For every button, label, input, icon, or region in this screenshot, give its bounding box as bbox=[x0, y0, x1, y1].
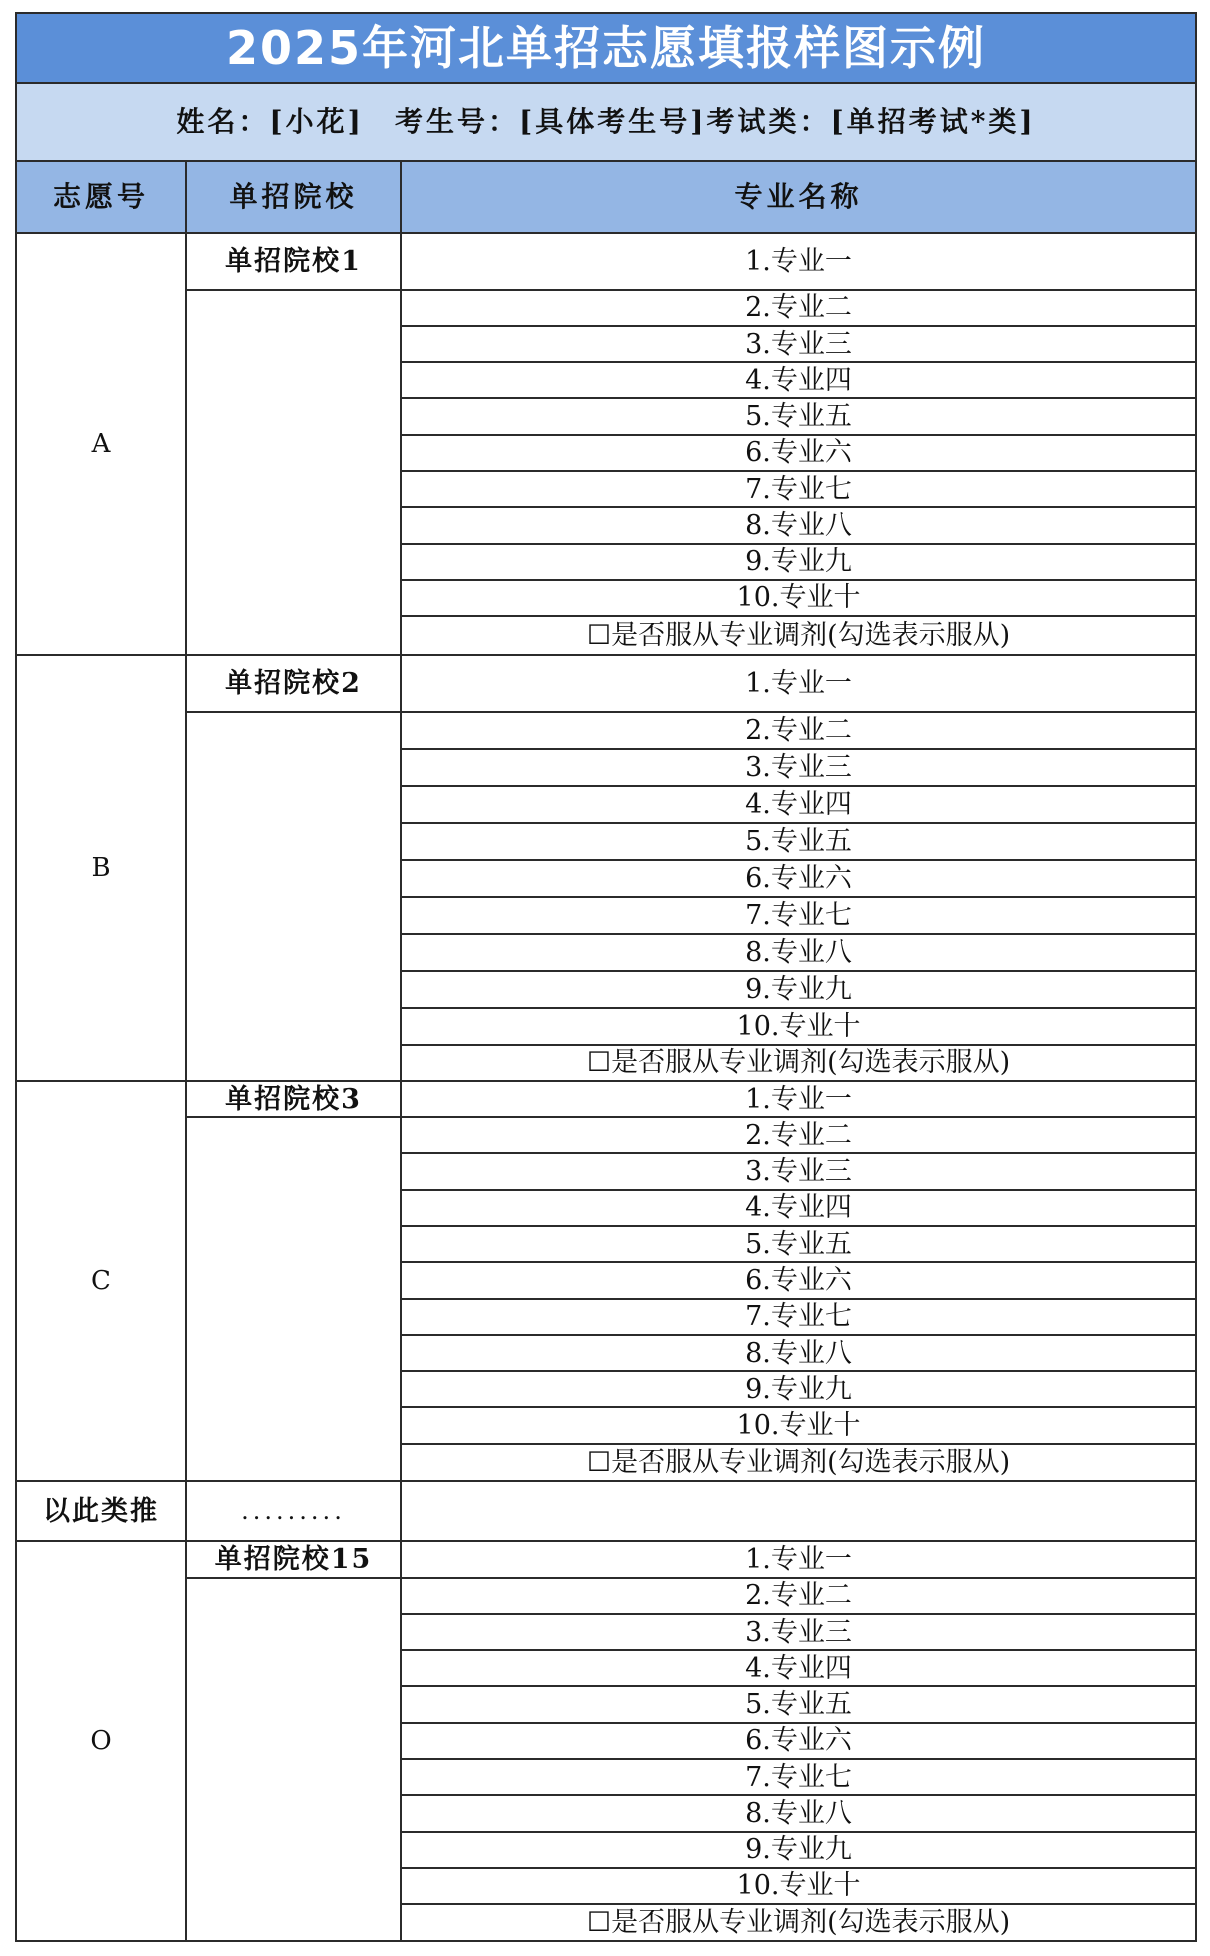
wish-group-row bbox=[16, 1541, 1196, 1577]
school-name-cell[interactable]: 单招院校3 bbox=[186, 1081, 401, 1117]
major-cell[interactable]: 1.专业一 bbox=[401, 655, 1196, 713]
major-cell[interactable]: 5.专业五 bbox=[401, 1226, 1196, 1262]
etc-empty-cell bbox=[401, 1481, 1196, 1541]
school-blank-cell bbox=[186, 290, 401, 655]
wish-id-cell: B bbox=[16, 655, 186, 1081]
wish-group-row bbox=[16, 712, 1196, 749]
adjustment-checkbox-cell[interactable]: ☐是否服从专业调剂(勾选表示服从) bbox=[401, 1904, 1196, 1941]
major-cell[interactable]: 6.专业六 bbox=[401, 1723, 1196, 1759]
major-cell[interactable]: 3.专业三 bbox=[401, 749, 1196, 786]
school-blank-cell bbox=[186, 1578, 401, 1941]
major-cell[interactable]: 4.专业四 bbox=[401, 1190, 1196, 1226]
major-cell[interactable]: 7.专业七 bbox=[401, 897, 1196, 934]
major-cell[interactable]: 2.专业二 bbox=[401, 290, 1196, 326]
name-label: 姓名： bbox=[176, 104, 270, 138]
major-cell[interactable]: 1.专业一 bbox=[401, 1081, 1196, 1117]
major-cell[interactable]: 10.专业十 bbox=[401, 580, 1196, 616]
school-blank-cell bbox=[186, 1117, 401, 1481]
header-school: 单招院校 bbox=[186, 161, 401, 234]
major-cell[interactable]: 2.专业二 bbox=[401, 1117, 1196, 1153]
major-cell[interactable]: 10.专业十 bbox=[401, 1868, 1196, 1904]
major-cell[interactable]: 7.专业七 bbox=[401, 1299, 1196, 1335]
major-cell[interactable]: 3.专业三 bbox=[401, 1614, 1196, 1650]
wish-group-row bbox=[16, 1578, 1196, 1614]
major-cell[interactable]: 2.专业二 bbox=[401, 1578, 1196, 1614]
candidate-id-value: [具体考生号] bbox=[518, 104, 707, 138]
wish-group-row bbox=[16, 290, 1196, 326]
exam-type-label: 考试类： bbox=[706, 104, 831, 138]
school-blank-cell bbox=[186, 712, 401, 1080]
major-cell[interactable]: 8.专业八 bbox=[401, 934, 1196, 971]
wish-id-cell: O bbox=[16, 1541, 186, 1941]
major-cell[interactable]: 7.专业七 bbox=[401, 1759, 1196, 1795]
major-cell[interactable]: 9.专业九 bbox=[401, 1371, 1196, 1407]
adjustment-checkbox-cell[interactable]: ☐是否服从专业调剂(勾选表示服从) bbox=[401, 1444, 1196, 1482]
major-cell[interactable]: 10.专业十 bbox=[401, 1407, 1196, 1443]
wish-group-row bbox=[16, 1081, 1196, 1117]
major-cell[interactable]: 6.专业六 bbox=[401, 1262, 1196, 1298]
major-cell[interactable]: 6.专业六 bbox=[401, 860, 1196, 897]
major-cell[interactable]: 8.专业八 bbox=[401, 1335, 1196, 1371]
major-cell[interactable]: 5.专业五 bbox=[401, 823, 1196, 860]
major-cell[interactable]: 4.专业四 bbox=[401, 362, 1196, 398]
wish-id-cell: C bbox=[16, 1081, 186, 1481]
header-wish-number: 志愿号 bbox=[16, 161, 186, 234]
adjustment-checkbox-cell[interactable]: ☐是否服从专业调剂(勾选表示服从) bbox=[401, 616, 1196, 655]
wish-group-row bbox=[16, 655, 1196, 713]
major-cell[interactable]: 8.专业八 bbox=[401, 1795, 1196, 1831]
wish-group-row bbox=[16, 1117, 1196, 1153]
school-name-cell[interactable]: 单招院校1 bbox=[186, 233, 401, 289]
major-cell[interactable]: 1.专业一 bbox=[401, 233, 1196, 289]
candidate-info-row bbox=[16, 83, 1196, 161]
major-cell[interactable]: 4.专业四 bbox=[401, 1650, 1196, 1686]
form-title: 2025年河北单招志愿填报样图示例 bbox=[16, 13, 1196, 83]
wish-group-row bbox=[16, 233, 1196, 289]
major-cell[interactable]: 8.专业八 bbox=[401, 507, 1196, 543]
major-cell[interactable]: 9.专业九 bbox=[401, 1832, 1196, 1868]
major-cell[interactable]: 5.专业五 bbox=[401, 398, 1196, 434]
exam-type-value: [单招考试*类] bbox=[830, 104, 1036, 138]
etc-dots-cell: ......... bbox=[186, 1481, 401, 1541]
school-name-cell[interactable]: 单招院校2 bbox=[186, 655, 401, 713]
major-cell[interactable]: 2.专业二 bbox=[401, 712, 1196, 749]
adjustment-checkbox-cell[interactable]: ☐是否服从专业调剂(勾选表示服从) bbox=[401, 1045, 1196, 1081]
candidate-id-label: 考生号： bbox=[394, 104, 519, 138]
major-cell[interactable]: 4.专业四 bbox=[401, 786, 1196, 823]
wish-id-cell: A bbox=[16, 233, 186, 655]
header-major-name: 专业名称 bbox=[401, 161, 1196, 234]
major-cell[interactable]: 5.专业五 bbox=[401, 1686, 1196, 1722]
major-cell[interactable]: 7.专业七 bbox=[401, 471, 1196, 507]
major-cell[interactable]: 1.专业一 bbox=[401, 1541, 1196, 1577]
school-name-cell[interactable]: 单招院校15 bbox=[186, 1541, 401, 1577]
major-cell[interactable]: 9.专业九 bbox=[401, 971, 1196, 1008]
volunteer-form-table bbox=[15, 12, 1197, 1942]
major-cell[interactable]: 10.专业十 bbox=[401, 1008, 1196, 1045]
wish-groups bbox=[16, 233, 1196, 1941]
etc-row bbox=[16, 1481, 1196, 1541]
etc-label-cell: 以此类推 bbox=[16, 1481, 186, 1541]
major-cell[interactable]: 6.专业六 bbox=[401, 435, 1196, 471]
major-cell[interactable]: 9.专业九 bbox=[401, 544, 1196, 580]
name-value: [小花] bbox=[269, 104, 364, 138]
major-cell[interactable]: 3.专业三 bbox=[401, 326, 1196, 362]
major-cell[interactable]: 3.专业三 bbox=[401, 1153, 1196, 1189]
